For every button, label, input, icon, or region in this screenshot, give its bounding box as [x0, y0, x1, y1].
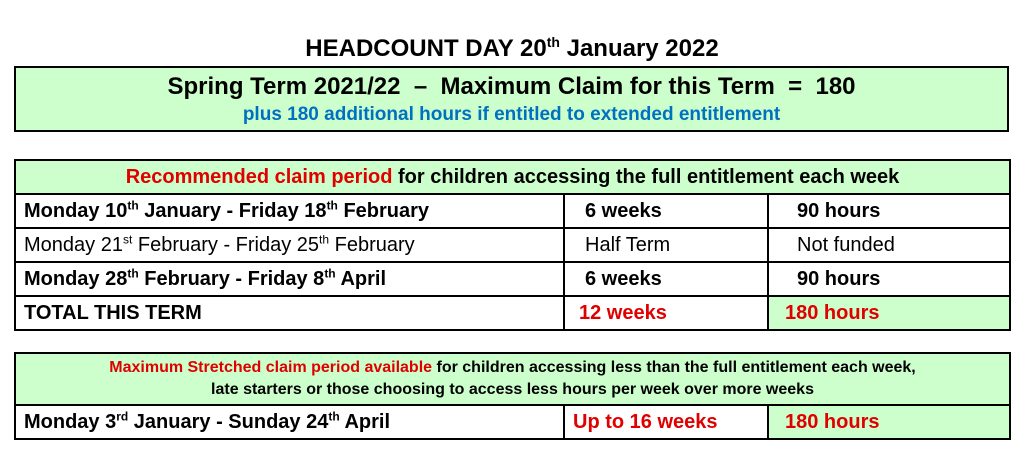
term-max-claim: Spring Term 2021/22 – Maximum Claim for this Term = 180 — [167, 73, 856, 100]
hours-cell: 180 hours — [768, 405, 1010, 439]
page-title: HEADCOUNT DAY 20th January 2022 — [305, 34, 719, 62]
recommended-header: Recommended claim period for children accessing the full entitlement each week — [15, 160, 1010, 194]
period-cell: Monday 10th January - Friday 18th February — [15, 194, 564, 228]
extended-entitlement-note: plus 180 additional hours if entitled to extended entitlement — [242, 104, 781, 125]
table-row — [15, 262, 1010, 296]
term-summary-box — [14, 66, 1009, 132]
hours-cell: 90 hours — [768, 262, 1010, 296]
hours-cell: 90 hours — [768, 194, 1010, 228]
weeks-cell: Half Term — [564, 228, 768, 262]
period-cell: Monday 28th February - Friday 8th April — [15, 262, 564, 296]
weeks-cell: Up to 16 weeks — [564, 405, 768, 439]
total-row — [15, 296, 1010, 330]
period-cell: Monday 3rd January - Sunday 24th April — [15, 405, 564, 439]
stretched-claim-table — [14, 352, 1011, 440]
recommended-claim-table — [14, 159, 1011, 331]
total-weeks: 12 weeks — [564, 296, 768, 330]
table-row — [15, 228, 1010, 262]
stretched-header: Maximum Stretched claim period available for children accessing less than the full entitlement each week, late starters or those choosing to access less hours per week over more weeks — [15, 353, 1010, 405]
weeks-cell: 6 weeks — [564, 262, 768, 296]
table-row — [15, 405, 1010, 439]
total-hours: 180 hours — [768, 296, 1010, 330]
hours-cell: Not funded — [768, 228, 1010, 262]
weeks-cell: 6 weeks — [564, 194, 768, 228]
total-label: TOTAL THIS TERM — [15, 296, 564, 330]
table-row — [15, 194, 1010, 228]
period-cell: Monday 21st February - Friday 25th February — [15, 228, 564, 262]
